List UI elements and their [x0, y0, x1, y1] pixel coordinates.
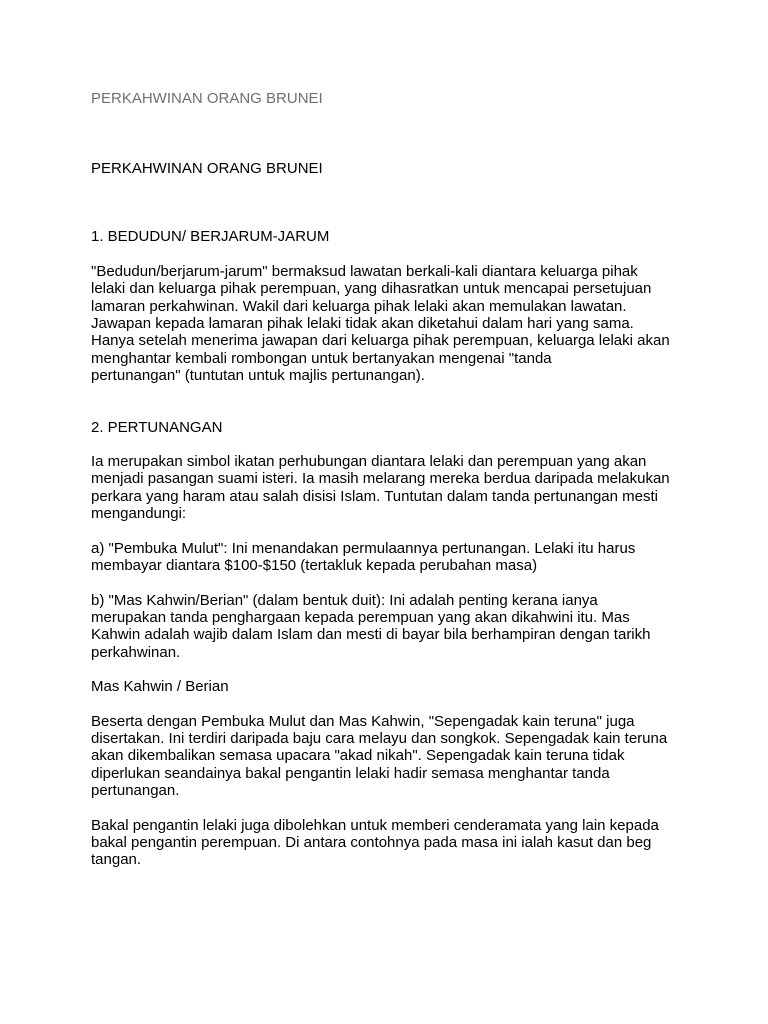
section-2-heading: 2. PERTUNANGAN: [91, 418, 223, 436]
text-line: perkara yang haram atau salah disisi Islam. Tuntutan dalam tanda pertunangan mesti: [91, 487, 658, 505]
text-line: mengandungi:: [91, 505, 187, 523]
item-b-paragraph: [91, 592, 691, 662]
text-line: Kahwin adalah wajib dalam Islam dan mesti di bayar bila berhampiran dengan tarikh: [91, 626, 651, 644]
cenderamata-paragraph: [91, 817, 691, 869]
text-line: merupakan tanda penghargaan kepada perempuan yang akan dikahwini itu. Mas: [91, 608, 630, 626]
text-line: perkahwinan.: [91, 643, 181, 661]
section-2-intro-paragraph: [91, 453, 691, 523]
text-line: menghantar kembali rombongan untuk bertanyakan mengenai "tanda: [91, 349, 552, 367]
text-line: bakal pengantin perempuan. Di antara contohnya pada masa ini ialah kasut dan beg: [91, 833, 652, 851]
text-line: "Bedudun/berjarum-jarum" bermaksud lawatan berkali-kali diantara keluarga pihak: [91, 262, 638, 280]
text-line: disertakan. Ini terdiri daripada baju cara melayu dan songkok. Sepengadak kain teruna: [91, 729, 668, 747]
section-1-heading: 1. BEDUDUN/ BERJARUM-JARUM: [91, 228, 330, 246]
section-1-paragraph: [91, 263, 691, 385]
text-line: diperlukan seandainya bakal pengantin lelaki hadir semasa menghantar tanda: [91, 764, 610, 782]
sepengadak-paragraph: [91, 713, 691, 800]
text-line: b) "Mas Kahwin/Berian" (dalam bentuk duit): Ini adalah penting kerana ianya: [91, 591, 598, 609]
text-line: lelaki dan keluarga pihak perempuan, yang dihasratkan untuk mencapai persetujuan: [91, 280, 652, 298]
text-line: Bakal pengantin lelaki juga dibolehkan untuk memberi cenderamata yang lain kepada: [91, 816, 659, 834]
text-line: Jawapan kepada lamaran pihak lelaki tidak akan diketahui dalam hari yang sama.: [91, 315, 634, 333]
text-line: Beserta dengan Pembuka Mulut dan Mas Kahwin, "Sepengadak kain teruna" juga: [91, 712, 635, 730]
text-line: pertunangan" (tuntutan untuk majlis pertunangan).: [91, 367, 425, 385]
text-line: Hanya setelah menerima jawapan dari keluarga pihak perempuan, keluarga lelaki akan: [91, 332, 670, 350]
text-line: membayar diantara $100-$150 (tertakluk kepada perubahan masa): [91, 557, 538, 575]
item-a-paragraph: [91, 540, 691, 575]
text-line: pertunangan.: [91, 782, 180, 800]
text-line: akan dikembalikan semasa upacara "akad nikah". Sepengadak kain teruna tidak: [91, 747, 625, 765]
text-line: a) "Pembuka Mulut": Ini menandakan permulaannya pertunangan. Lelaki itu harus: [91, 539, 636, 557]
document-title: PERKAHWINAN ORANG BRUNEI: [91, 160, 323, 177]
page-header: PERKAHWINAN ORANG BRUNEI: [91, 90, 323, 107]
mas-kahwin-subheading: Mas Kahwin / Berian: [91, 678, 229, 696]
text-line: tangan.: [91, 851, 142, 869]
text-line: Ia merupakan simbol ikatan perhubungan diantara lelaki dan perempuan yang akan: [91, 453, 647, 471]
document-content: [91, 160, 691, 886]
text-line: menjadi pasangan suami isteri. Ia masih melarang mereka berdua daripada melakukan: [91, 470, 670, 488]
text-line: lamaran perkahwinan. Wakil dari keluarga pihak lelaki akan memulakan lawatan.: [91, 297, 627, 315]
